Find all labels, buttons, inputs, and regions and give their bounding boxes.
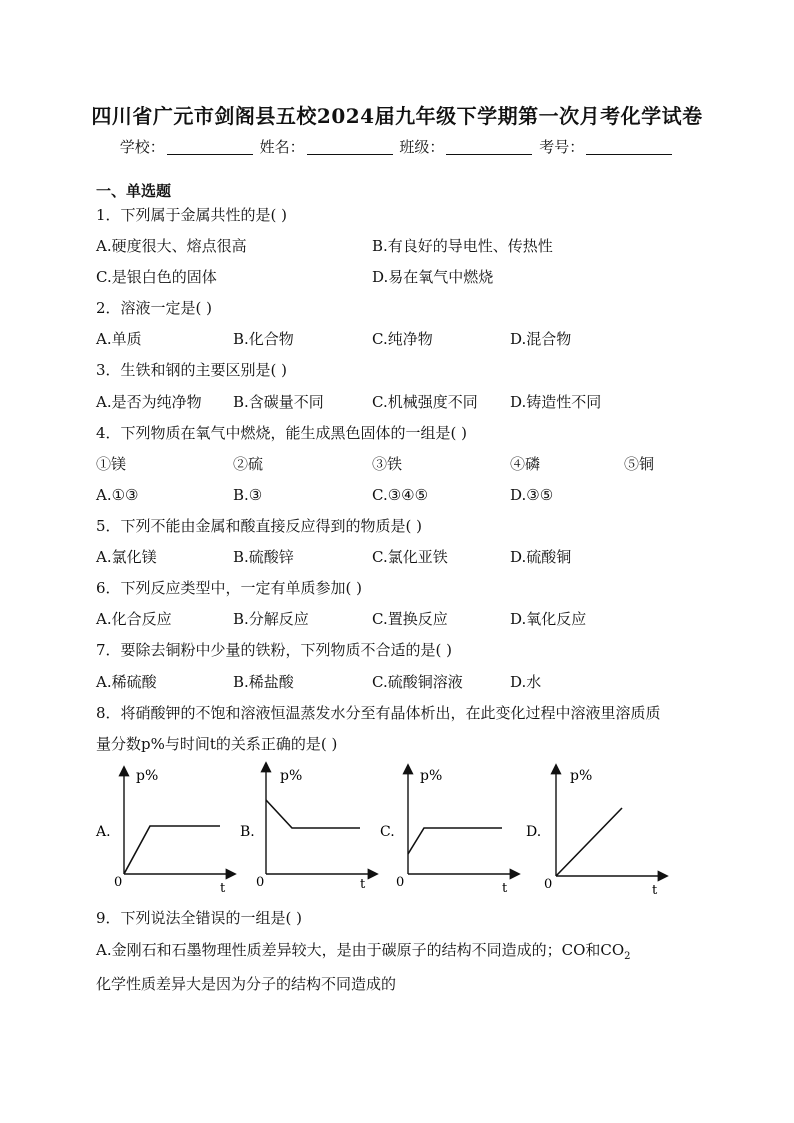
question-8-stem-cont: 量分数p%与时间t的关系正确的是( )	[96, 735, 338, 753]
q4-item-2: ②硫	[233, 455, 264, 473]
graph-b-xlabel: t	[360, 877, 366, 892]
graph-d-ylabel: p%	[570, 768, 593, 784]
graph-c-origin: 0	[396, 875, 405, 890]
q7-option-b[interactable]: B.稀盐酸	[233, 673, 294, 691]
class-label: 班级：	[399, 138, 445, 156]
class-field[interactable]	[446, 153, 532, 155]
q9-option-a-text: A.金刚石和石墨物理性质差异较大，是由于碳原子的结构不同造成的；CO和	[96, 941, 601, 959]
graph-c-label: C.	[380, 824, 395, 840]
graph-a-ylabel: p%	[136, 768, 159, 784]
q7-option-a[interactable]: A.稀硫酸	[96, 673, 157, 691]
student-info	[0, 136, 794, 157]
q4-item-3: ③铁	[372, 455, 403, 473]
graph-a[interactable]	[92, 762, 242, 896]
q6-option-c[interactable]: C.置换反应	[372, 610, 448, 628]
school-field[interactable]	[167, 153, 253, 155]
q2-option-d[interactable]: D.混合物	[510, 330, 572, 348]
graph-b-label: B.	[240, 824, 255, 840]
q9-option-a[interactable]	[96, 940, 631, 967]
q4-item-4: ④磷	[510, 455, 541, 473]
q6-option-b[interactable]: B.分解反应	[233, 610, 309, 628]
graph-c-xlabel: t	[502, 881, 508, 894]
q4-option-c[interactable]: C.③④⑤	[372, 486, 429, 504]
q3-option-a[interactable]: A.是否为纯净物	[96, 393, 202, 411]
graph-d-xlabel: t	[652, 883, 658, 896]
graph-b-ylabel: p%	[280, 768, 303, 784]
graph-c[interactable]	[378, 760, 528, 894]
q9-option-a-cont: 化学性质差异大是因为分子的结构不同造成的	[96, 975, 397, 993]
graph-d-curve	[556, 808, 622, 876]
q2-option-c[interactable]: C.纯净物	[372, 330, 433, 348]
question-5-stem: 5．下列不能由金属和酸直接反应得到的物质是( )	[96, 517, 423, 535]
graph-b-origin: 0	[256, 875, 265, 890]
q6-option-a[interactable]: A.化合反应	[96, 610, 172, 628]
graph-b-curve	[266, 800, 360, 828]
graph-a-origin: 0	[114, 875, 123, 890]
q5-option-a[interactable]: A.氯化镁	[96, 548, 157, 566]
q1-option-a[interactable]: A.硬度很大、熔点很高	[96, 237, 247, 255]
page-title: 四川省广元市剑阁县五校2024届九年级下学期第一次月考化学试卷	[91, 104, 703, 128]
question-1-stem: 1．下列属于金属共性的是( )	[96, 206, 288, 224]
school-label: 学校：	[119, 138, 165, 156]
q1-option-c[interactable]: C.是银白色的固体	[96, 268, 217, 286]
q1-option-b[interactable]: B.有良好的导电性、传热性	[372, 237, 553, 255]
q4-option-b[interactable]: B.③	[233, 486, 263, 504]
q1-option-d[interactable]: D.易在氧气中燃烧	[372, 268, 494, 286]
q3-option-b[interactable]: B.含碳量不同	[233, 393, 324, 411]
q5-option-c[interactable]: C.氯化亚铁	[372, 548, 448, 566]
graph-a-label: A.	[96, 824, 111, 840]
graph-d[interactable]	[524, 760, 674, 896]
q7-option-c[interactable]: C.硫酸铜溶液	[372, 673, 463, 691]
q3-option-d[interactable]: D.铸造性不同	[510, 393, 602, 411]
q5-option-b[interactable]: B.硫酸锌	[233, 548, 294, 566]
graph-d-origin: 0	[544, 877, 553, 892]
section-heading: 一、单选题	[96, 182, 172, 200]
question-3-stem: 3．生铁和钢的主要区别是( )	[96, 361, 288, 379]
q6-option-d[interactable]: D.氧化反应	[510, 610, 587, 628]
q2-option-b[interactable]: B.化合物	[233, 330, 294, 348]
name-label: 姓名：	[259, 138, 305, 156]
q4-option-a[interactable]: A.①③	[96, 486, 139, 504]
graph-c-curve	[408, 828, 502, 854]
question-7-stem: 7．要除去铜粉中少量的铁粉，下列物质不合适的是( )	[96, 641, 453, 659]
q7-option-d[interactable]: D.水	[510, 673, 542, 691]
question-4-stem: 4．下列物质在氧气中燃烧，能生成黑色固体的一组是( )	[96, 424, 468, 442]
name-field[interactable]	[307, 153, 393, 155]
co2-formula: $CO_2$	[600, 941, 631, 962]
q4-option-d[interactable]: D.③⑤	[510, 486, 554, 504]
q4-item-1: ①镁	[96, 455, 127, 473]
number-field[interactable]	[586, 153, 672, 155]
question-8-stem: 8．将硝酸钾的不饱和溶液恒温蒸发水分至有晶体析出，在此变化过程中溶液里溶质质	[96, 704, 661, 722]
graph-a-curve	[124, 826, 220, 874]
question-2-stem: 2．溶液一定是( )	[96, 299, 213, 317]
graph-a-xlabel: t	[220, 881, 226, 896]
graph-b[interactable]	[236, 758, 386, 892]
q3-option-c[interactable]: C.机械强度不同	[372, 393, 478, 411]
graph-c-ylabel: p%	[420, 768, 443, 784]
question-6-stem: 6．下列反应类型中，一定有单质参加( )	[96, 579, 363, 597]
graph-d-label: D.	[526, 824, 542, 840]
number-label: 考号：	[539, 138, 585, 156]
question-9-stem: 9．下列说法全错误的一组是( )	[96, 909, 303, 927]
q4-item-5: ⑤铜	[624, 455, 655, 473]
q5-option-d[interactable]: D.硫酸铜	[510, 548, 572, 566]
q2-option-a[interactable]: A.单质	[96, 330, 142, 348]
